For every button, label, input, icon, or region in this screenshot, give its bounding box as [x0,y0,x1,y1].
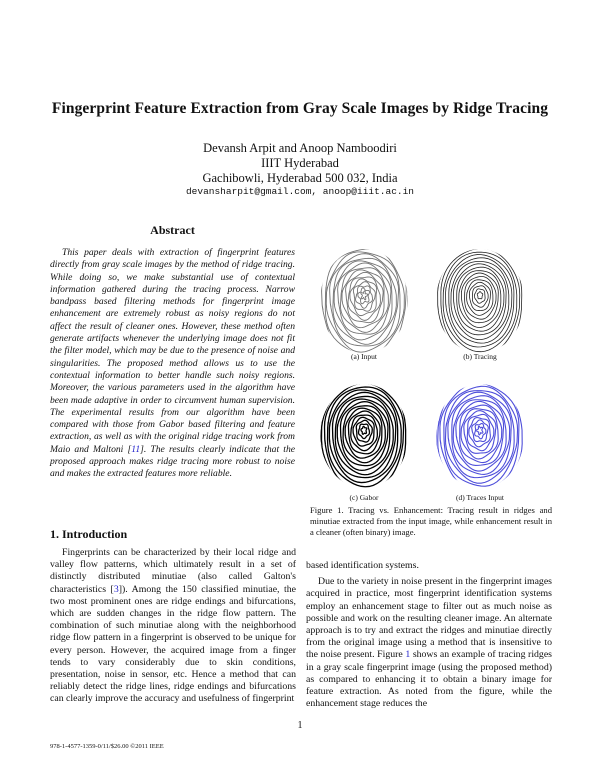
ridge-line [333,392,396,477]
address: Gachibowli, Hyderabad 500 032, India [202,171,398,185]
paper-title: Fingerprint Feature Extraction from Gray Scale Images by Ridge Tracing [51,100,549,117]
ridge-line [445,391,514,484]
ridge-line [361,291,368,300]
intro-text-part1: Fingerprints can be characterized by their local ridge and valley flow patterns, which ultimately result in a set of distinctly distributed minutiae (also called Galton's characteristics [ [50,547,296,595]
fp-svg-c [314,380,414,490]
ridge-line [467,280,493,316]
figure-caption: Figure 1. Tracing vs. Enhancement: Tracing result in ridges and minutiae extracted from the input image, while enhancement result in a cleaner (often binary) image. [310,505,552,538]
affiliation: IIIT Hyderabad [261,156,339,170]
fp-svg-a [314,245,414,355]
ridge-line [361,426,367,434]
introduction-paragraph [50,547,296,706]
figure-1 [312,240,552,510]
abstract-text-part1: This paper deals with extraction of fingerprint features directly from gray scale images by the method of ridge tracing. While doing so, we make substantial use of contextual information gathered during the tracing process. Narrow bandpass based filtering methods for fingerprint image enhancement are extremely robust as noisy regions do not affect the result of cleaner ones. However, these method often generate artifacts whenever the underlying image does not fit the filter model, which may be due to the presence of noise and singularities. The proposed method allows us to use the contextual information to better handle such noisy regions. Moreover, the various parameters used in the algorithm have been made adaptive in order to circumvent human supervision. The experimental results from our algorithm have been compared with those from Gabor based filtering and feature extraction, as well as with the original ridge tracing work from Maio and Maltoni [ [50,247,295,455]
citation-link[interactable]: 3 [113,583,119,595]
figure-reference-link[interactable]: 1 [405,649,411,661]
panel-label-d: (d) Traces Input [456,493,504,502]
fingerprint-traces-image [430,380,530,490]
panel-label-c: (c) Gabor [349,493,379,502]
fingerprint-gabor-image [314,380,414,490]
ridge-line [461,409,498,459]
ridge-line [441,248,520,355]
right-paragraph-2 [306,576,552,710]
panel-label-b: (b) Tracing [463,352,497,361]
ridge-line [326,252,400,352]
section-heading-introduction: 1. Introduction [50,527,128,541]
right-paragraph-1: based identification systems. [306,560,419,571]
intro-text-part2: ]). Among the 150 classified minutiae, the two most prominent ones are ridge endings and bifurcations, which are sudden changes in the ridge flow pattern. The combination of such minutiae along with the neighborhood ridge flow pattern in a fingerprint is observed to be unique for every person. However, the acquired image from a finger tends to vary considerably due to skin conditions, presentation, noise in sensor, etc. Hence a method that can reliably detect the ridge lines, ridge endings and bifurcations can clearly improve the accuracy and usefulness of fingerprint [50,583,296,705]
abstract-text-part2: ]. The results clearly indicate that the proposed approach makes ridge tracing more robust to noise and makes the extracted features more reliable. [50,443,296,480]
fingerprint-tracing-image [430,245,530,355]
abstract-text [50,247,295,481]
fingerprint-input-image [314,245,414,355]
email[interactable]: devansharpit@gmail.com, anoop@iiit.ac.in [185,186,415,197]
fp-svg-d [430,380,530,490]
ridge-line [475,289,486,303]
ridge-line [477,292,483,299]
ridge-line [477,426,483,434]
abstract-heading: Abstract [150,223,195,237]
right-p2-part1: Due to the variety in noise present in the fingerprint images acquired in practice, most fingerprint identification systems employ an enhancement stage to filter out as much noise as possible and work on the resulting cleaner image. An alternate approach is to try and extract the ridges and minutiae directly from the original image using a method that is insensitive to the noise present. Figure [306,576,552,661]
ridge-line [436,380,525,490]
page-number: 1 [297,720,303,731]
fp-svg-b [430,245,530,355]
panel-label-a: (a) Input [350,352,378,361]
ridge-line [358,288,370,304]
authors: Devansh Arpit and Anoop Namboodiri [203,141,397,155]
citation-link[interactable]: 11 [131,443,141,455]
right-p2-part2: shows an example of tracing ridges in a gray scale fingerprint image (using the proposed method) as compared to enhancing it to obtain a binary image for feature extraction. As noted from the figure, while the enhancement stage reduces the [306,649,552,710]
footer-copyright: 978-1-4577-1359-0/11/$26.00 ©2011 IEEE [50,743,164,750]
right-column-text [306,560,552,710]
